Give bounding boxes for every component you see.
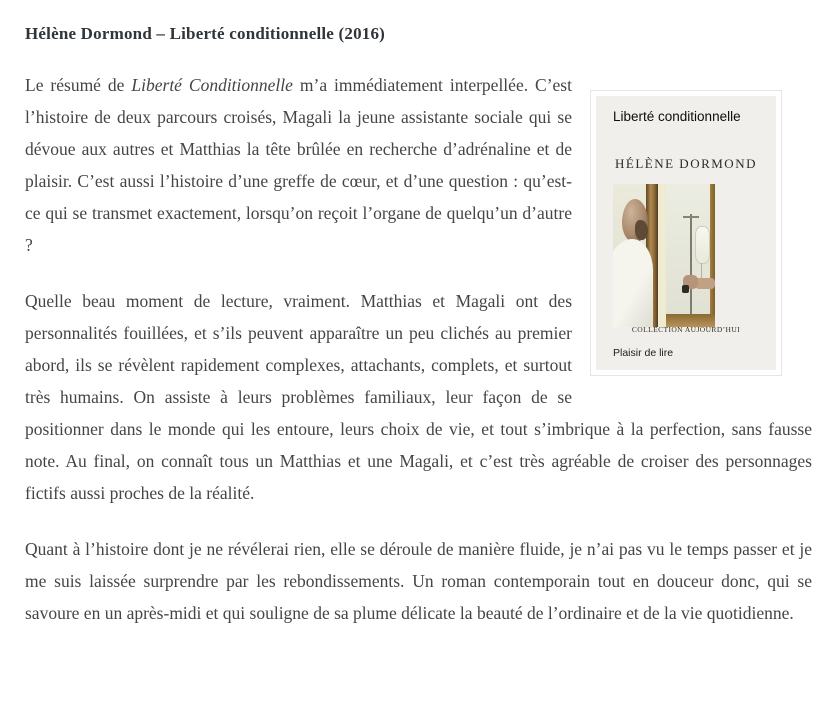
iv-pole-hook-shape (683, 216, 699, 218)
paragraph-1-text-start: Le résumé de (25, 75, 132, 95)
book-cover-photo (613, 184, 715, 327)
book-cover (596, 96, 776, 370)
tshirt-shape (613, 239, 653, 327)
article-body (25, 69, 812, 629)
book-title-italic: Liberté Conditionnelle (131, 75, 293, 95)
watch-shape (682, 285, 689, 293)
book-cover-collection: COLLECTION AUJOURD’HUI (631, 325, 741, 334)
arm-shape (695, 278, 715, 289)
paragraph-2: Quelle beau moment de lecture, vraiment. Matthias et Magali ont des personnalités fouillées, et s’ils peuvent apparaître un peu clichés au premier abord, ils se révèlent rapidement complexes, attachants, complets, et surtout très humains. On assiste à leurs problèmes familiaux, leur façon de se positionner dans le monde qui les entoure, leurs choix de vie, et tout s’imbrique à la perfection, sans fausse note. Au final, on connaît tous un Matthias et une Magali, et c’est très agréable de croiser des personnages fictifs aussi proches de la réalité. (25, 291, 812, 503)
door-edge-shape (658, 184, 666, 327)
face-shadow-shape (635, 220, 648, 240)
iv-bag-shape (695, 226, 710, 264)
book-cover-author: HÉLÈNE DORMOND (615, 156, 757, 171)
book-cover-figure (590, 90, 782, 376)
book-cover-title: Liberté conditionnelle (613, 109, 741, 124)
paragraph-3: Quant à l’histoire dont je ne révélerai rien, elle se déroule de manière fluide, je n’ai pas vu le temps passer et je me suis laissée surprendre par les rebondissements. Un roman contemporain tout en douceur donc, qui se savoure en un après-midi et qui souligne de sa plume délicate la beauté de l’ordinaire et de la vie quotidienne. (25, 539, 812, 623)
iv-pole-shape (690, 214, 692, 314)
paragraph-1-text-end: m’a immédiatement interpellée. C’est l’histoire de deux parcours croisés, Magali la jeune assistante sociale qui se dévoue aux autres et Matthias la tête brûlée en recherche d’adrénaline et de plaisir. C’est aussi l’histoire d’une greffe de cœur, et d’une question : qu’est-ce qui se transmet exactement, lorsqu’on reçoit l’organe de quelqu’un d’autre ? (25, 75, 572, 255)
wood-frame-right-shape (710, 184, 715, 327)
page-title: Hélène Dormond – Liberté conditionnelle (2016) (25, 24, 386, 43)
book-cover-publisher: Plaisir de lire (613, 347, 674, 359)
iv-drip-line-shape (701, 263, 702, 279)
